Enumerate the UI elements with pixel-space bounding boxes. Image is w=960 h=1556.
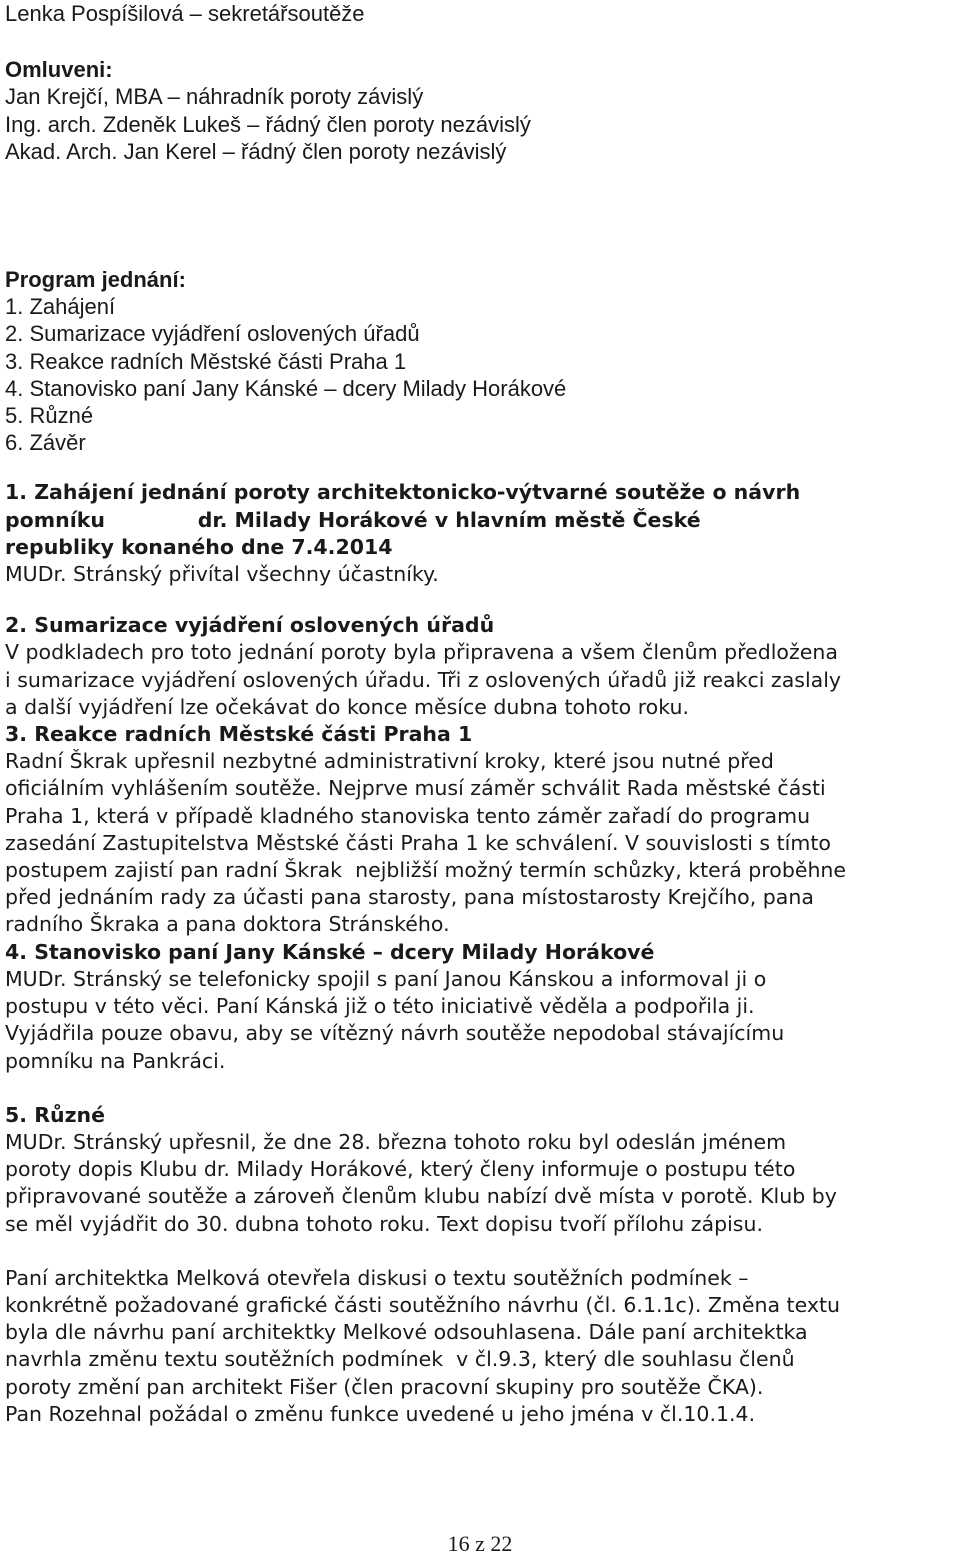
section-5-body: konkrétně požadované grafické části soutěžního návrhu (čl. 6.1.1c). Změna textu bbox=[5, 1292, 840, 1317]
section-3-body: zasedání Zastupitelstva Městské části Praha 1 ke schválení. V souvislosti s tímto bbox=[5, 830, 831, 855]
agenda-item: 3. Reakce radních Městské části Praha 1 bbox=[5, 348, 407, 374]
section-5-heading: 5. Různé bbox=[5, 1102, 105, 1127]
excused-person: Jan Krejčí, MBA – náhradník poroty závislý bbox=[5, 84, 424, 110]
section-5-body: MUDr. Stránský upřesnil, že dne 28. března tohoto roku byl odeslán jménem bbox=[5, 1129, 787, 1154]
spacer bbox=[5, 27, 957, 56]
section-5-body: poroty změní pan architekt Fišer (člen pracovní skupiny pro soutěže ČKA). bbox=[5, 1374, 764, 1399]
section-2-body: V podkladech pro toto jednání poroty byla připravena a všem členům předložena bbox=[5, 640, 838, 665]
section-4-body: postupu v této věci. Paní Kánská již o této iniciativě věděla a podpořila ji. bbox=[5, 994, 755, 1019]
section-5-body: byla dle návrhu paní architektky Melkové odsouhlasena. Dále paní architektka bbox=[5, 1320, 808, 1345]
section-1-heading: pomníku dr. Milady Horákové v hlavním městě České bbox=[5, 507, 701, 532]
excused-person: Akad. Arch. Jan Kerel – řádný člen poroty nezávislý bbox=[5, 138, 507, 164]
excused-person: Ing. arch. Zdeněk Lukeš – řádný člen poroty nezávislý bbox=[5, 111, 531, 137]
section-5-body: poroty dopis Klubu dr. Milady Horákové, který členy informuje o postupu této bbox=[5, 1157, 796, 1182]
page-number: 16 z 22 bbox=[447, 1531, 513, 1556]
agenda-item: 1. Zahájení bbox=[5, 294, 116, 320]
section-3-body: Praha 1, která v případě kladného stanoviska tento záměr zařadí do programu bbox=[5, 803, 811, 828]
section-4-body: pomníku na Pankráci. bbox=[5, 1048, 226, 1073]
spacer bbox=[5, 165, 957, 266]
section-5-body: navrhla změnu textu soutěžních podmínek v čl.9.3, který dle souhlasu členů bbox=[5, 1347, 795, 1372]
agenda-item: 5. Různé bbox=[5, 403, 94, 429]
section-3-body: Radní Škrak upřesnil nezbytné administrativní kroky, které jsou nutné před bbox=[5, 749, 774, 774]
section-2-body: a další vyjádření lze očekávat do konce měsíce dubna tohoto roku. bbox=[5, 694, 689, 719]
section-5-body: Paní architektka Melková otevřela diskusi o textu soutěžních podmínek – bbox=[5, 1265, 749, 1290]
section-3-heading: 3. Reakce radních Městské části Praha 1 bbox=[5, 722, 473, 747]
section-1-heading: 1. Zahájení jednání poroty architektonicko-výtvarné soutěže o návrh bbox=[5, 480, 801, 505]
spacer bbox=[5, 456, 957, 479]
section-1-heading: republiky konaného dne 7.4.2014 bbox=[5, 534, 393, 559]
section-2-body: i sumarizace vyjádření oslovených úřadu. Tři z oslovených úřadů již reakci zaslaly bbox=[5, 667, 842, 692]
section-5-body: připravované soutěže a zároveň členům klubu nabízí dvě místa v porotě. Klub by bbox=[5, 1184, 837, 1209]
spacer bbox=[5, 1075, 957, 1102]
section-1-body: MUDr. Stránský přivítal všechny účastníky. bbox=[5, 562, 439, 587]
section-5-body: Pan Rozehnal požádal o změnu funkce uvedené u jeho jména v čl.10.1.4. bbox=[5, 1401, 756, 1426]
section-3-body: oficiálním vyhlášením soutěže. Nejprve musí záměr schválit Rada městské části bbox=[5, 776, 826, 801]
agenda-item: 2. Sumarizace vyjádření oslovených úřadů bbox=[5, 321, 420, 347]
spacer bbox=[5, 588, 957, 612]
document-page bbox=[5, 0, 957, 1428]
agenda-title: Program jednání: bbox=[5, 267, 186, 293]
section-4-heading: 4. Stanovisko paní Jany Kánské – dcery Milady Horákové bbox=[5, 939, 655, 964]
signatory-line: Lenka Pospíšilová – sekretářsoutěže bbox=[5, 1, 365, 26]
excused-title: Omluveni: bbox=[5, 57, 113, 83]
section-3-body: postupem zajistí pan radní Škrak nejbližší možný termín schůzky, která proběhne bbox=[5, 858, 847, 883]
section-4-body: MUDr. Stránský se telefonicky spojil s paní Janou Kánskou a informoval ji o bbox=[5, 966, 767, 991]
section-5-body: se měl vyjádřit do 30. dubna tohoto roku. Text dopisu tvoří přílohu zápisu. bbox=[5, 1211, 763, 1236]
section-2-heading: 2. Sumarizace vyjádření oslovených úřadů bbox=[5, 613, 495, 638]
agenda-item: 6. Závěr bbox=[5, 430, 86, 456]
section-4-body: Vyjádřila pouze obavu, aby se vítězný návrh soutěže nepodobal stávajícímu bbox=[5, 1021, 785, 1046]
spacer bbox=[5, 1238, 957, 1265]
agenda-item: 4. Stanovisko paní Jany Kánské – dcery Milady Horákové bbox=[5, 375, 567, 401]
section-3-body: radního Škraka a pana doktora Stránského. bbox=[5, 912, 450, 937]
section-3-body: před jednáním rady za účasti pana starosty, pana místostarosty Krejčího, pana bbox=[5, 885, 814, 910]
